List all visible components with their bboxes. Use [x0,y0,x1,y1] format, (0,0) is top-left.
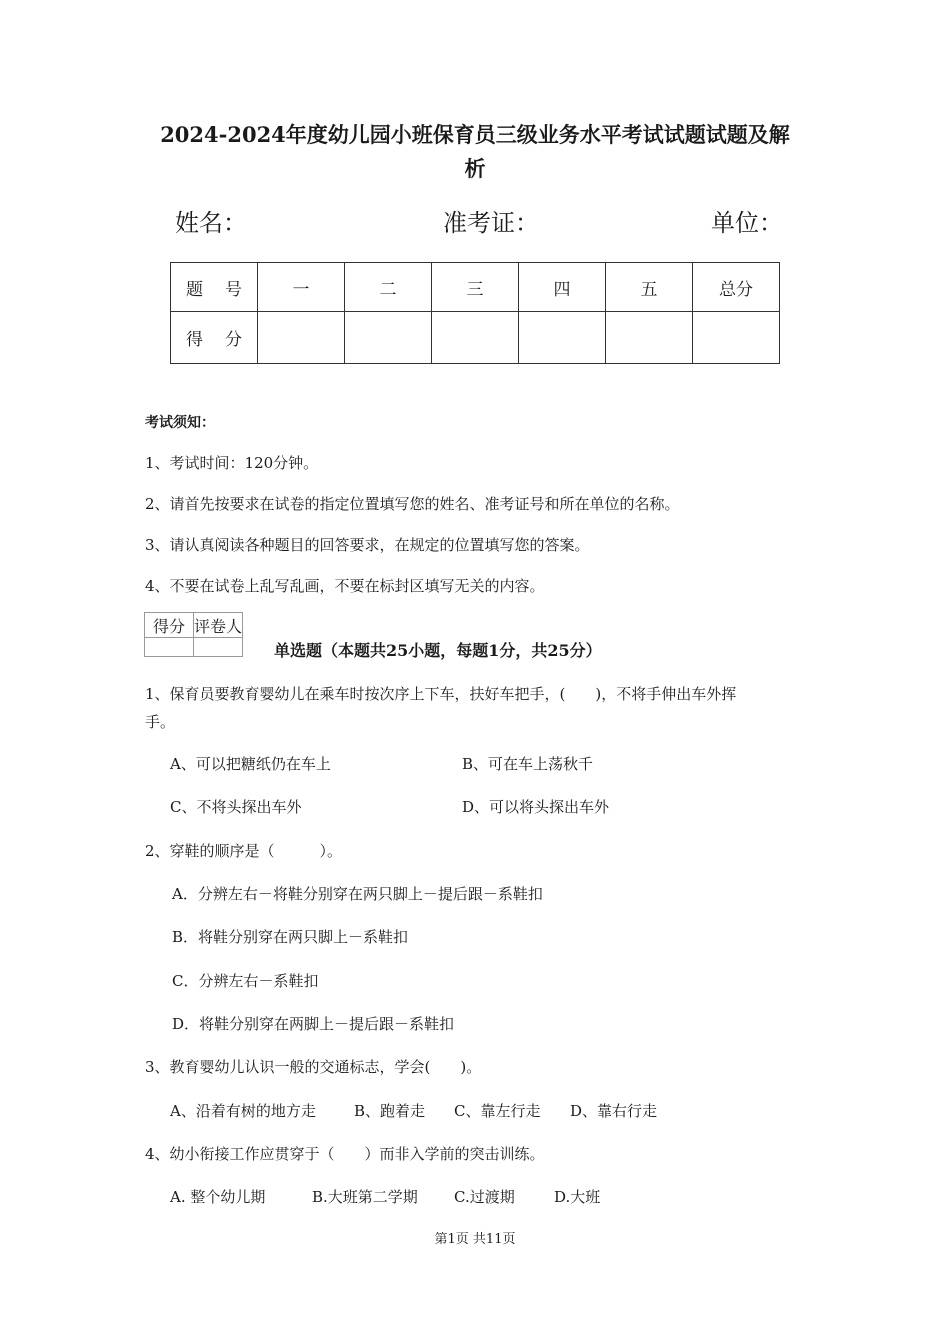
notice-heading: 考试须知： [145,415,215,431]
option-a: A、可以把糖纸仍在车上 [170,755,331,773]
option-a: A、沿着有树的地方走 [170,1102,316,1120]
notice-item: 4、不要在试卷上乱写乱画，不要在标封区填写无关的内容。 [145,577,545,595]
option-b: B、跑着走 [354,1102,426,1120]
notice-item: 1、考试时间：120分钟。 [145,454,319,472]
unit-label: 单位： [711,209,783,237]
question-stem: 3、教育婴幼儿认识一般的交通标志，学会( )。 [145,1058,482,1076]
score-cell[interactable] [258,312,345,364]
grader-box-grader-label: 评卷人 [194,613,243,638]
page-title: 2024-2024年度幼儿园小班保育员三级业务水平考试试题试题及解 [160,122,790,147]
notice-item: 3、请认真阅读各种题目的回答要求，在规定的位置填写您的答案。 [145,536,590,554]
score-table [170,262,780,364]
option-d: D.大班 [554,1188,601,1206]
grader-box-score-label: 得分 [145,613,194,638]
score-table-header-row [171,263,780,312]
question-stem: 1、保育员要教育婴幼儿在乘车时按次序上下车，扶好车把手，( )，不将手伸出车外挥 [145,685,737,703]
score-table-score-row [171,312,780,364]
name-label: 姓名： [175,209,247,237]
option-c: C、靠左行走 [454,1102,541,1120]
header-cell-3: 三 [432,263,519,312]
section-title: 单选题（本题共25小题，每题1分，共25分） [274,641,602,660]
score-row-label: 得 分 [171,312,258,364]
option-a: A．分辨左右－将鞋分别穿在两只脚上－提后跟－系鞋扣 [172,885,543,903]
question-stem: 4、幼小衔接工作应贯穿于（ ）而非入学前的突击训练。 [145,1145,545,1163]
option-c: C、不将头探出车外 [170,798,302,816]
question-stem-continued: 手。 [145,713,176,731]
option-b: B．将鞋分别穿在两只脚上－系鞋扣 [172,928,409,946]
exam-id-label: 准考证： [443,209,539,237]
option-d: D、靠右行走 [570,1102,658,1120]
score-cell[interactable] [519,312,606,364]
header-cell-4: 四 [519,263,606,312]
header-cell-question-number: 题 号 [171,263,258,312]
page-footer: 第1页 共11页 [434,1232,516,1247]
option-a: A. 整个幼儿期 [170,1188,266,1206]
page-title-continued: 析 [464,156,486,181]
score-cell[interactable] [432,312,519,364]
score-cell[interactable] [345,312,432,364]
score-cell[interactable] [606,312,693,364]
header-cell-5: 五 [606,263,693,312]
grader-box-score-cell[interactable] [145,638,194,657]
grader-box [144,612,243,657]
option-b: B.大班第二学期 [312,1188,418,1206]
option-d: D、可以将头探出车外 [462,798,610,816]
option-c: C．分辨左右－系鞋扣 [172,972,319,990]
option-b: B、可在车上荡秋千 [462,755,594,773]
notice-item: 2、请首先按要求在试卷的指定位置填写您的姓名、准考证号和所在单位的名称。 [145,495,680,513]
header-cell-1: 一 [258,263,345,312]
option-d: D．将鞋分别穿在两脚上－提后跟－系鞋扣 [172,1015,455,1033]
header-cell-2: 二 [345,263,432,312]
score-cell[interactable] [693,312,780,364]
option-c: C.过渡期 [454,1188,515,1206]
question-stem: 2、穿鞋的顺序是（ ）。 [145,842,343,860]
grader-box-grader-cell[interactable] [194,638,243,657]
header-cell-total: 总分 [693,263,780,312]
